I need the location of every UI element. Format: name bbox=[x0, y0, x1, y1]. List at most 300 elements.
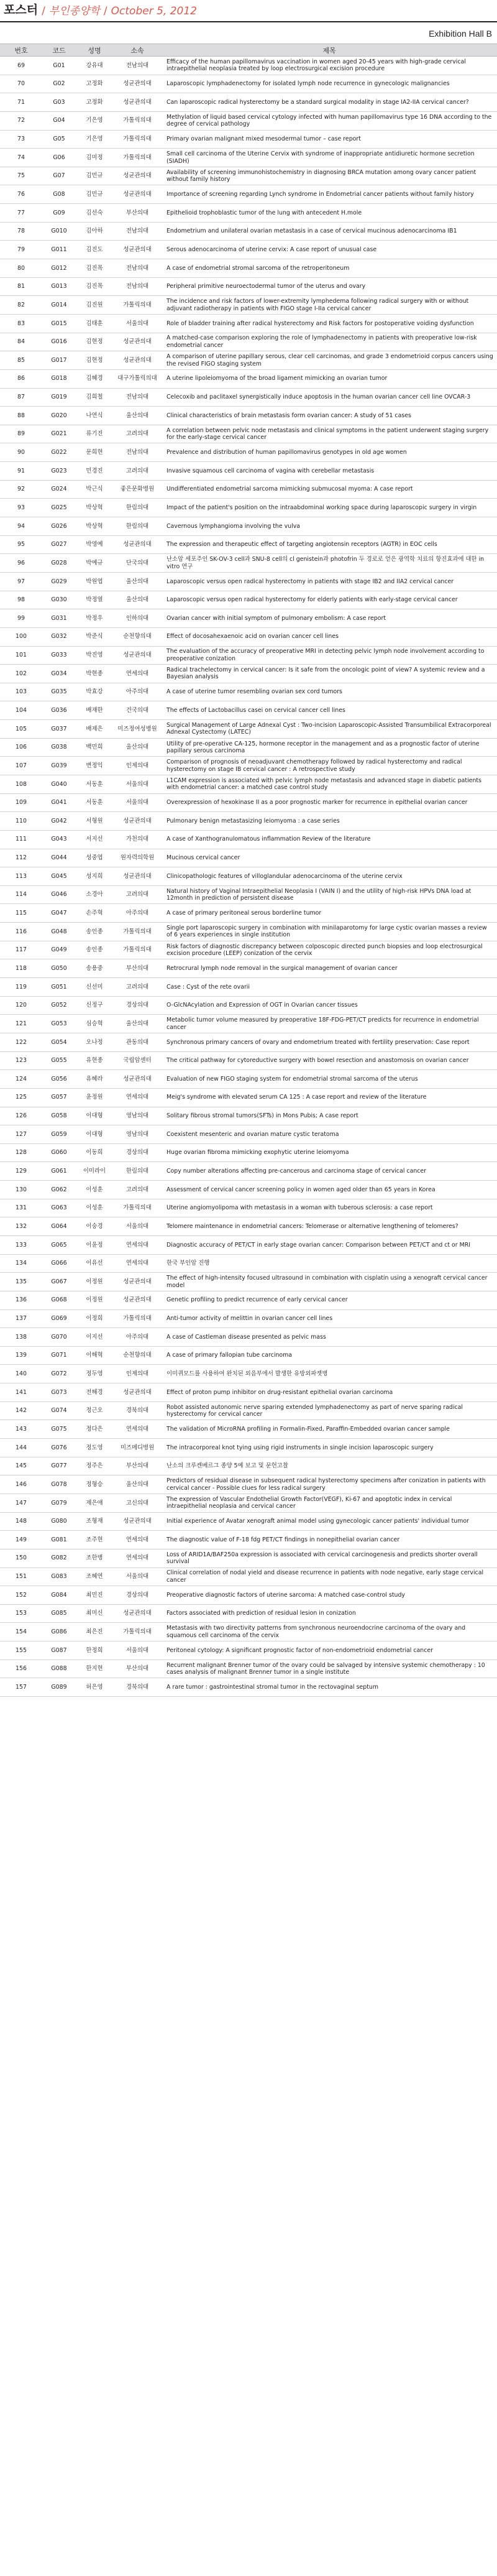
cell-code: G064 bbox=[42, 1217, 76, 1236]
table-row bbox=[0, 1420, 497, 1439]
cell-title: Impact of the patient's position on the intraabdominal working space during laparoscopic surgery in virgin bbox=[162, 499, 497, 517]
cell-affiliation: 서울의대 bbox=[113, 1567, 162, 1586]
cell-title: Risk factors of diagnostic discrepancy between colposcopic directed punch biopsies and loop electrosurgical excision procedure (LEEP) conization of the cervix bbox=[162, 941, 497, 959]
table-row bbox=[0, 1236, 497, 1255]
cell-name: 전해경 bbox=[76, 1383, 113, 1402]
cell-code: G020 bbox=[42, 407, 76, 425]
cell-affiliation: 단국의대 bbox=[113, 554, 162, 573]
table-row bbox=[0, 646, 497, 665]
cell-title: Loss of ARID1A/BAF250a expression is associated with cervical carcinogenesis and predicts shorter overall survival bbox=[162, 1549, 497, 1567]
cell-title: Surgical Management of Large Adnexal Cyst : Two-incision Laparoscopic-Assisted Transumbilical Extracorporeal Adnexal Cystectomy (LATEC) bbox=[162, 720, 497, 739]
cell-name: 서형원 bbox=[76, 812, 113, 831]
cell-title: The effects of Lactobacillus casei on cervical cancer cell lines bbox=[162, 701, 497, 720]
table-row bbox=[0, 167, 497, 185]
table-row bbox=[0, 1273, 497, 1291]
cell-name: 제은애 bbox=[76, 1493, 113, 1512]
cell-name: 이유선 bbox=[76, 1254, 113, 1273]
cell-affiliation: 성균관의대 bbox=[113, 1070, 162, 1089]
cell-code: G030 bbox=[42, 591, 76, 609]
cell-affiliation: 전남의대 bbox=[113, 388, 162, 407]
cell-code: G031 bbox=[42, 609, 76, 628]
cell-no: 123 bbox=[0, 1051, 42, 1070]
cell-name: 손주혁 bbox=[76, 904, 113, 923]
cell-no: 90 bbox=[0, 443, 42, 462]
cell-title: A case of primary fallopian tube carcinoma bbox=[162, 1346, 497, 1365]
cell-title: Laparoscopic versus open radical hysterectomy for elderly patients with early-stage cervical cancer bbox=[162, 591, 497, 609]
cell-no: 147 bbox=[0, 1493, 42, 1512]
cell-code: G014 bbox=[42, 296, 76, 315]
cell-affiliation: 성균관의대 bbox=[113, 1604, 162, 1623]
cell-title: Effect of proton pump inhibitor on drug-resistant epithelial ovarian carcinoma bbox=[162, 1383, 497, 1402]
cell-affiliation: 인제의대 bbox=[113, 757, 162, 775]
cell-title: A uterine lipoleiomyoma of the broad ligament mimicking an ovarian tumor bbox=[162, 369, 497, 388]
table-row bbox=[0, 793, 497, 812]
table-row bbox=[0, 1365, 497, 1383]
cell-title: O-GlcNAcylation and Expression of OGT in Ovarian cancer tissues bbox=[162, 996, 497, 1015]
cell-affiliation: 성균관의대 bbox=[113, 167, 162, 185]
cell-code: G070 bbox=[42, 1328, 76, 1347]
cell-title: Diagnostic accuracy of PET/CT in early stage ovarian cancer: Comparison between PET/CT and ct or MRI bbox=[162, 1236, 497, 1255]
cell-name: 신정구 bbox=[76, 996, 113, 1015]
table-row bbox=[0, 1217, 497, 1236]
table-row bbox=[0, 1549, 497, 1567]
cell-title: Peritoneal cytology: A significant prognostic factor of non-endometrioid endometrial cancer bbox=[162, 1641, 497, 1660]
cell-title: Robot assisted autonomic nerve sparing extended lymphadenectomy as part of nerve sparing radical hysterectomy for cervical cancer bbox=[162, 1401, 497, 1420]
cell-code: G068 bbox=[42, 1291, 76, 1309]
cell-no: 102 bbox=[0, 665, 42, 683]
cell-no: 81 bbox=[0, 277, 42, 296]
cell-code: G052 bbox=[42, 996, 76, 1015]
table-row bbox=[0, 1291, 497, 1309]
cell-name: 이성훈 bbox=[76, 1181, 113, 1199]
cell-code: G028 bbox=[42, 554, 76, 573]
cell-code: G04 bbox=[42, 111, 76, 130]
cell-no: 73 bbox=[0, 130, 42, 149]
cell-title: The evaluation of the accuracy of preoperative MRI in detecting pelvic lymph node involvement according to preoperative conization bbox=[162, 646, 497, 665]
cell-code: G055 bbox=[42, 1051, 76, 1070]
cell-no: 110 bbox=[0, 812, 42, 831]
table-row bbox=[0, 75, 497, 93]
cell-name: 허은영 bbox=[76, 1678, 113, 1697]
cell-code: G046 bbox=[42, 885, 76, 904]
cell-affiliation: 서울의대 bbox=[113, 775, 162, 793]
table-row bbox=[0, 720, 497, 739]
cell-affiliation: 성균관의대 bbox=[113, 1383, 162, 1402]
table-row bbox=[0, 517, 497, 536]
cell-affiliation: 성균관의대 bbox=[113, 93, 162, 112]
table-row bbox=[0, 1512, 497, 1531]
cell-title: 한국 부인암 진행 bbox=[162, 1254, 497, 1273]
cell-name: 조한병 bbox=[76, 1549, 113, 1567]
cell-no: 83 bbox=[0, 314, 42, 333]
cell-no: 92 bbox=[0, 480, 42, 499]
cell-name: 민경진 bbox=[76, 462, 113, 481]
cell-no: 84 bbox=[0, 333, 42, 351]
cell-code: G075 bbox=[42, 1420, 76, 1439]
cell-affiliation: 부산의대 bbox=[113, 1660, 162, 1678]
table-row bbox=[0, 959, 497, 978]
table-row bbox=[0, 701, 497, 720]
cell-no: 98 bbox=[0, 591, 42, 609]
cell-affiliation: 원자력의학원 bbox=[113, 849, 162, 867]
cell-name: 한지현 bbox=[76, 1660, 113, 1678]
cell-affiliation: 성균관의대 bbox=[113, 351, 162, 370]
table-row bbox=[0, 978, 497, 997]
cell-code: G088 bbox=[42, 1660, 76, 1678]
cell-no: 103 bbox=[0, 683, 42, 701]
cell-name: 정다은 bbox=[76, 1420, 113, 1439]
cell-affiliation: 아주의대 bbox=[113, 683, 162, 701]
cell-no: 70 bbox=[0, 75, 42, 93]
table-row bbox=[0, 1586, 497, 1605]
cell-no: 105 bbox=[0, 720, 42, 739]
cell-no: 157 bbox=[0, 1678, 42, 1697]
cell-affiliation: 연세의대 bbox=[113, 1549, 162, 1567]
cell-title: Celecoxib and paclitaxel synergistically induce apoptosis in the human ovarian cancer cell line OVCAR-3 bbox=[162, 388, 497, 407]
cell-no: 96 bbox=[0, 554, 42, 573]
cell-affiliation: 가톨릭의대 bbox=[113, 296, 162, 315]
cell-affiliation: 성균관의대 bbox=[113, 1291, 162, 1309]
cell-no: 106 bbox=[0, 738, 42, 757]
cell-name: 문희현 bbox=[76, 443, 113, 462]
cell-code: G042 bbox=[42, 812, 76, 831]
cell-no: 133 bbox=[0, 1236, 42, 1255]
cell-affiliation: 대구가톨릭의대 bbox=[113, 369, 162, 388]
table-row bbox=[0, 757, 497, 775]
cell-code: G025 bbox=[42, 499, 76, 517]
cell-name: 기은영 bbox=[76, 111, 113, 130]
page-header bbox=[0, 0, 497, 22]
header-section: 부인종양학 bbox=[48, 5, 100, 17]
cell-no: 77 bbox=[0, 204, 42, 223]
cell-no: 86 bbox=[0, 369, 42, 388]
cell-name: 송인종 bbox=[76, 941, 113, 959]
table-row bbox=[0, 204, 497, 223]
cell-name: 이성훈 bbox=[76, 1199, 113, 1217]
cell-name: 강유대 bbox=[76, 57, 113, 75]
cell-name: 박상혁 bbox=[76, 517, 113, 536]
cell-no: 122 bbox=[0, 1033, 42, 1051]
cell-affiliation: 부산의대 bbox=[113, 959, 162, 978]
cell-title: Synchronous primary cancers of ovary and endometrium treated with fertility preservation: Case report bbox=[162, 1033, 497, 1051]
cell-code: G082 bbox=[42, 1549, 76, 1567]
cell-code: G066 bbox=[42, 1254, 76, 1273]
cell-affiliation: 경북의대 bbox=[113, 1678, 162, 1697]
cell-no: 91 bbox=[0, 462, 42, 481]
cell-no: 114 bbox=[0, 885, 42, 904]
cell-name: 송인종 bbox=[76, 923, 113, 941]
table-row bbox=[0, 1199, 497, 1217]
cell-code: G035 bbox=[42, 683, 76, 701]
cell-name: 백민희 bbox=[76, 738, 113, 757]
cell-no: 113 bbox=[0, 867, 42, 886]
cell-affiliation: 울산의대 bbox=[113, 407, 162, 425]
cell-name: 김민규 bbox=[76, 185, 113, 204]
cell-no: 112 bbox=[0, 849, 42, 867]
cell-title: Solitary fibrous stromal tumors(SFTs) in Mons Pubis; A case report bbox=[162, 1107, 497, 1125]
table-header bbox=[0, 44, 497, 57]
table-row bbox=[0, 665, 497, 683]
cell-code: G065 bbox=[42, 1236, 76, 1255]
cell-title: Serous adenocarcinoma of uterine cervix: A case report of unusual case bbox=[162, 241, 497, 259]
cell-title: Can laparoscopic radical hysterectomy be a standard surgical modality in stage IA2-IIA cervical cancer? bbox=[162, 93, 497, 112]
cell-title: Methylation of liquid based cervical cytology infected with human papillomavirus type 16 DNA according to the degree of cervical pathology bbox=[162, 111, 497, 130]
cell-name: 박효강 bbox=[76, 683, 113, 701]
cell-affiliation: 고신의대 bbox=[113, 1493, 162, 1512]
cell-code: G077 bbox=[42, 1457, 76, 1475]
cell-affiliation: 울산의대 bbox=[113, 738, 162, 757]
cell-name: 박진영 bbox=[76, 646, 113, 665]
cell-no: 79 bbox=[0, 241, 42, 259]
cell-title: The intracorporeal knot tying using rigid instruments in single incision laparoscopic surgery bbox=[162, 1439, 497, 1457]
cell-name: 배제은 bbox=[76, 720, 113, 739]
cell-no: 153 bbox=[0, 1604, 42, 1623]
cell-code: G081 bbox=[42, 1531, 76, 1549]
cell-affiliation: 영남의대 bbox=[113, 1125, 162, 1144]
cell-code: G061 bbox=[42, 1162, 76, 1181]
cell-name: 김현정 bbox=[76, 351, 113, 370]
cell-name: 박영예 bbox=[76, 535, 113, 554]
cell-affiliation: 전남의대 bbox=[113, 259, 162, 278]
cell-title: Copy number alterations affecting pre-cancerous and carcinoma stage of cervical cancer bbox=[162, 1162, 497, 1181]
table-row bbox=[0, 130, 497, 149]
table-row bbox=[0, 1457, 497, 1475]
cell-title: Endometrium and unilateral ovarian metastasis in a case of cervical mucinous adenocarcinoma IB1 bbox=[162, 222, 497, 241]
table-row bbox=[0, 277, 497, 296]
cell-title: Importance of screening regarding Lynch syndrome in Endometrial cancer patients without family history bbox=[162, 185, 497, 204]
cell-no: 71 bbox=[0, 93, 42, 112]
cell-name: 류기진 bbox=[76, 425, 113, 443]
cell-code: G013 bbox=[42, 277, 76, 296]
cell-affiliation: 인하의대 bbox=[113, 609, 162, 628]
cell-name: 김진목 bbox=[76, 259, 113, 278]
cell-code: G083 bbox=[42, 1567, 76, 1586]
cell-name: 이숭경 bbox=[76, 1217, 113, 1236]
table-row bbox=[0, 93, 497, 112]
table-row bbox=[0, 996, 497, 1015]
cell-name: 정주은 bbox=[76, 1457, 113, 1475]
cell-name: 고정화 bbox=[76, 93, 113, 112]
table-row bbox=[0, 57, 497, 75]
cell-name: 송용중 bbox=[76, 959, 113, 978]
cell-name: 김미정 bbox=[76, 149, 113, 167]
cell-code: G073 bbox=[42, 1383, 76, 1402]
table-row bbox=[0, 609, 497, 628]
cell-name: 배재한 bbox=[76, 701, 113, 720]
cell-name: 서동훈 bbox=[76, 775, 113, 793]
cell-title: Role of bladder training after radical hysterectomy and Risk factors for postoperative voiding dysfunction bbox=[162, 314, 497, 333]
cell-code: G027 bbox=[42, 535, 76, 554]
cell-no: 135 bbox=[0, 1273, 42, 1291]
cell-title: The diagnostic value of F-18 fdg PET/CT findings in nonepithelial ovarian cancer bbox=[162, 1531, 497, 1549]
table-row bbox=[0, 314, 497, 333]
cell-code: G016 bbox=[42, 333, 76, 351]
cell-code: G084 bbox=[42, 1586, 76, 1605]
cell-name: 김태훈 bbox=[76, 314, 113, 333]
cell-affiliation: 전남의대 bbox=[113, 277, 162, 296]
cell-code: G079 bbox=[42, 1493, 76, 1512]
cell-title: A case of Castleman disease presented as pelvic mass bbox=[162, 1328, 497, 1347]
cell-name: 박정열 bbox=[76, 591, 113, 609]
cell-affiliation: 성균관의대 bbox=[113, 185, 162, 204]
cell-name: 이동희 bbox=[76, 1143, 113, 1162]
cell-name: 김아하 bbox=[76, 222, 113, 241]
cell-title: The validation of MicroRNA profiling in Formalin-Fixed, Paraffin-Embedded ovarian cancer sample bbox=[162, 1420, 497, 1439]
cell-title: Case : Cyst of the rete ovarii bbox=[162, 978, 497, 997]
cell-code: G024 bbox=[42, 480, 76, 499]
cell-no: 155 bbox=[0, 1641, 42, 1660]
cell-name: 김혜경 bbox=[76, 369, 113, 388]
table-row bbox=[0, 1328, 497, 1347]
table-row bbox=[0, 1143, 497, 1162]
cell-code: G059 bbox=[42, 1125, 76, 1144]
cell-code: G056 bbox=[42, 1070, 76, 1089]
table-row bbox=[0, 1623, 497, 1641]
cell-code: G053 bbox=[42, 1015, 76, 1033]
table-row bbox=[0, 1309, 497, 1328]
cell-code: G044 bbox=[42, 849, 76, 867]
cell-affiliation: 전남의대 bbox=[113, 222, 162, 241]
cell-no: 82 bbox=[0, 296, 42, 315]
cell-title: Telomere maintenance in endometrial cancers: Telomerase or alternative lengthening of telomeres? bbox=[162, 1217, 497, 1236]
table-row bbox=[0, 149, 497, 167]
cell-affiliation: 경상의대 bbox=[113, 1143, 162, 1162]
cell-affiliation: 연세의대 bbox=[113, 1420, 162, 1439]
cell-no: 76 bbox=[0, 185, 42, 204]
cell-code: G043 bbox=[42, 830, 76, 849]
table-row bbox=[0, 1678, 497, 1697]
cell-no: 74 bbox=[0, 149, 42, 167]
cell-name: 조형재 bbox=[76, 1512, 113, 1531]
cell-title: Assessment of cervical cancer screening policy in women aged older than 65 years in Korea bbox=[162, 1181, 497, 1199]
cell-name: 이윤정 bbox=[76, 1236, 113, 1255]
cell-title: Uterine angiomyolipoma with metastasis in a woman with tuberous sclerosis: a case report bbox=[162, 1199, 497, 1217]
cell-affiliation: 한림의대 bbox=[113, 517, 162, 536]
col-header-no: 번호 bbox=[0, 44, 42, 57]
cell-code: G062 bbox=[42, 1181, 76, 1199]
cell-name: 박근식 bbox=[76, 480, 113, 499]
cell-title: Overexpression of hexokinase II as a poor prognostic marker for recurrence in epithelial ovarian cancer bbox=[162, 793, 497, 812]
cell-affiliation: 연세의대 bbox=[113, 1236, 162, 1255]
cell-title: The critical pathway for cytoreductive surgery with bowel resection and anastomosis on ovarian cancer bbox=[162, 1051, 497, 1070]
table-row bbox=[0, 572, 497, 591]
table-row bbox=[0, 812, 497, 831]
cell-code: G023 bbox=[42, 462, 76, 481]
col-header-affiliation: 소속 bbox=[113, 44, 162, 57]
cell-affiliation: 관동의대 bbox=[113, 1033, 162, 1051]
cell-affiliation: 가톨릭의대 bbox=[113, 130, 162, 149]
cell-affiliation: 고려의대 bbox=[113, 425, 162, 443]
cell-affiliation: 순천향의대 bbox=[113, 1346, 162, 1365]
cell-title: L1CAM expression is associated with pelvic lymph node metastasis and advanced stage in diabetic patients with endometrial cancer: a matched case control study bbox=[162, 775, 497, 793]
cell-affiliation: 울산의대 bbox=[113, 572, 162, 591]
cell-no: 107 bbox=[0, 757, 42, 775]
cell-no: 121 bbox=[0, 1015, 42, 1033]
cell-name: 이정희 bbox=[76, 1309, 113, 1328]
cell-affiliation: 영남의대 bbox=[113, 1107, 162, 1125]
cell-affiliation: 성균관의대 bbox=[113, 241, 162, 259]
table-row bbox=[0, 259, 497, 278]
cell-no: 108 bbox=[0, 775, 42, 793]
table-row bbox=[0, 867, 497, 886]
cell-title: Coexistent mesenteric and ovarian mature cystic teratoma bbox=[162, 1125, 497, 1144]
cell-affiliation: 성균관의대 bbox=[113, 1512, 162, 1531]
cell-affiliation: 아주의대 bbox=[113, 1328, 162, 1347]
cell-name: 이대형 bbox=[76, 1125, 113, 1144]
table-row bbox=[0, 904, 497, 923]
cell-name: 성지희 bbox=[76, 867, 113, 886]
cell-code: G017 bbox=[42, 351, 76, 370]
cell-no: 150 bbox=[0, 1549, 42, 1567]
cell-code: G034 bbox=[42, 665, 76, 683]
cell-affiliation: 성균관의대 bbox=[113, 812, 162, 831]
cell-affiliation: 가톨릭의대 bbox=[113, 941, 162, 959]
cell-name: 박원엽 bbox=[76, 572, 113, 591]
table-row bbox=[0, 941, 497, 959]
cell-code: G040 bbox=[42, 775, 76, 793]
cell-affiliation: 경상의대 bbox=[113, 996, 162, 1015]
cell-code: G047 bbox=[42, 904, 76, 923]
cell-name: 서지선 bbox=[76, 830, 113, 849]
table-row bbox=[0, 111, 497, 130]
table-row bbox=[0, 1088, 497, 1107]
cell-name: 김선숙 bbox=[76, 204, 113, 223]
cell-title: Invasive squamous cell carcinoma of vagina with cerebellar metastasis bbox=[162, 462, 497, 481]
cell-title: A rare tumor : gastrointestinal stromal tumor in the rectovaginal septum bbox=[162, 1678, 497, 1697]
table-row bbox=[0, 1070, 497, 1089]
table-row bbox=[0, 627, 497, 646]
cell-affiliation: 서울의대 bbox=[113, 1641, 162, 1660]
cell-affiliation: 아주의대 bbox=[113, 904, 162, 923]
cell-code: G06 bbox=[42, 149, 76, 167]
cell-no: 124 bbox=[0, 1070, 42, 1089]
cell-title: 난소암 세포주인 SK-OV-3 cell과 SNU-8 cell의 cl genistein과 photofrin 두 경로로 얻은 광역학 치료의 항진효과에 대한 in vitro 연구 bbox=[162, 554, 497, 573]
cell-no: 116 bbox=[0, 923, 42, 941]
cell-affiliation: 부산의대 bbox=[113, 204, 162, 223]
header-category: 포스터 bbox=[4, 3, 39, 17]
table-body bbox=[0, 57, 497, 1697]
cell-affiliation: 성균관의대 bbox=[113, 75, 162, 93]
cell-name: 이해혁 bbox=[76, 1346, 113, 1365]
cell-code: G012 bbox=[42, 259, 76, 278]
cell-code: G09 bbox=[42, 204, 76, 223]
cell-no: 78 bbox=[0, 222, 42, 241]
cell-no: 119 bbox=[0, 978, 42, 997]
table-row bbox=[0, 1125, 497, 1144]
cell-no: 143 bbox=[0, 1420, 42, 1439]
cell-affiliation: 고려의대 bbox=[113, 1181, 162, 1199]
cell-affiliation: 인제의대 bbox=[113, 1365, 162, 1383]
cell-name: 변정익 bbox=[76, 757, 113, 775]
cell-no: 148 bbox=[0, 1512, 42, 1531]
cell-title: A comparison of uterine papillary serous, clear cell carcinomas, and grade 3 endometrioid corpus cancers using the revised FIGO staging system bbox=[162, 351, 497, 370]
cell-title: Clinicopathologic features of villoglandular adenocarcinoma of the uterine cervix bbox=[162, 867, 497, 886]
table-row bbox=[0, 1015, 497, 1033]
cell-no: 137 bbox=[0, 1309, 42, 1328]
cell-title: Retrocrural lymph node removal in the surgical management of ovarian cancer bbox=[162, 959, 497, 978]
cell-title: The expression and therapeutic effect of targeting angiotensin receptors (AGTR) in EOC cells bbox=[162, 535, 497, 554]
cell-no: 127 bbox=[0, 1125, 42, 1144]
table-row bbox=[0, 425, 497, 443]
table-row bbox=[0, 885, 497, 904]
cell-title: 난소의 크루켄베르그 종양 5예 보고 및 문헌고찰 bbox=[162, 1457, 497, 1475]
cell-no: 152 bbox=[0, 1586, 42, 1605]
cell-affiliation: 연세의대 bbox=[113, 1254, 162, 1273]
cell-code: G069 bbox=[42, 1309, 76, 1328]
cell-affiliation: 서울의대 bbox=[113, 1217, 162, 1236]
table-row bbox=[0, 222, 497, 241]
cell-code: G036 bbox=[42, 701, 76, 720]
